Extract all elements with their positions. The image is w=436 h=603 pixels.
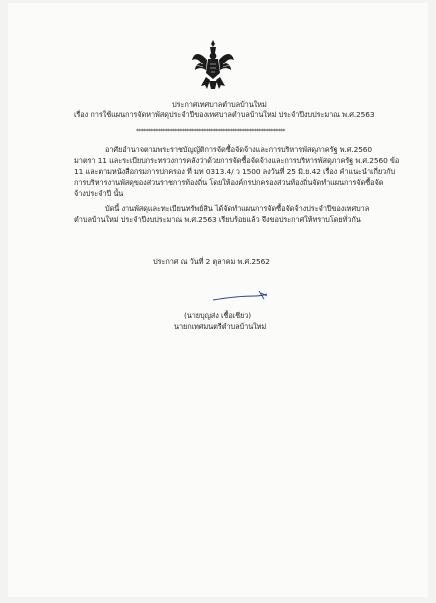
paragraph-1-line: การบริหารงานพัสดุของส่วนราชการท้องถิ่น โดยให้องค์กรปกครองส่วนท้องถิ่นจัดทำแผนการจัดซื้อจัด [74, 178, 384, 187]
paragraph-1-line: มาตรา 11 และระเบียบกระทรวงการคลังว่าด้วยการจัดซื้อจัดจ้างและการบริหารพัสดุภาครัฐ พ.ศ.2560 ข้อ [74, 156, 400, 165]
document-page [8, 3, 428, 597]
paragraph-1-line: 11 และตามหนังสือกรมการปกครอง ที่ มท 0313.4/ ว 1500 ลงวันที่ 25 มิ.ย.42 เรื่อง คำแนะนำเกี่ยวกับ [74, 167, 396, 176]
announced-date: ประกาศ ณ วันที่ 2 ตุลาคม พ.ศ.2562 [153, 257, 270, 266]
signer-position: นายกเทศมนตรีตำบลบ้านใหม่ [174, 322, 267, 331]
paragraph-1-line: อาศัยอำนาจตามพระราชบัญญัติการจัดซื้อจัดจ้างและการบริหารพัสดุภาครัฐ พ.ศ.2560 [105, 145, 373, 154]
paragraph-2-line: ตำบลบ้านใหม่ ประจำปีงบประมาณ พ.ศ.2563 เรียบร้อยแล้ว จึงขอประกาศให้ทราบโดยทั่วกัน [74, 215, 361, 224]
signature-mark [211, 288, 271, 306]
paragraph-2-line: บัดนี้ งานพัสดุและทะเบียนทรัพย์สิน ได้จัดทำแผนการจัดซื้อจัดจ้างประจำปีของเทศบาล [105, 204, 370, 213]
announcement-subject: เรื่อง การใช้แผนการจัดหาพัสดุประจำปีของเทศบาลตำบลบ้านใหม่ ประจำปีงบประมาณ พ.ศ.2563 [74, 110, 375, 119]
garuda-emblem-icon [191, 39, 235, 93]
signer-name: (นายบุญส่ง เชื้อเชียว) [184, 311, 252, 320]
announcement-title: ประกาศเทศบาลตำบลบ้านใหม่ [172, 100, 267, 109]
paragraph-1-line: จ้างประจำปี นั้น [74, 189, 124, 198]
separator-line: ************************************************************** [136, 128, 285, 135]
